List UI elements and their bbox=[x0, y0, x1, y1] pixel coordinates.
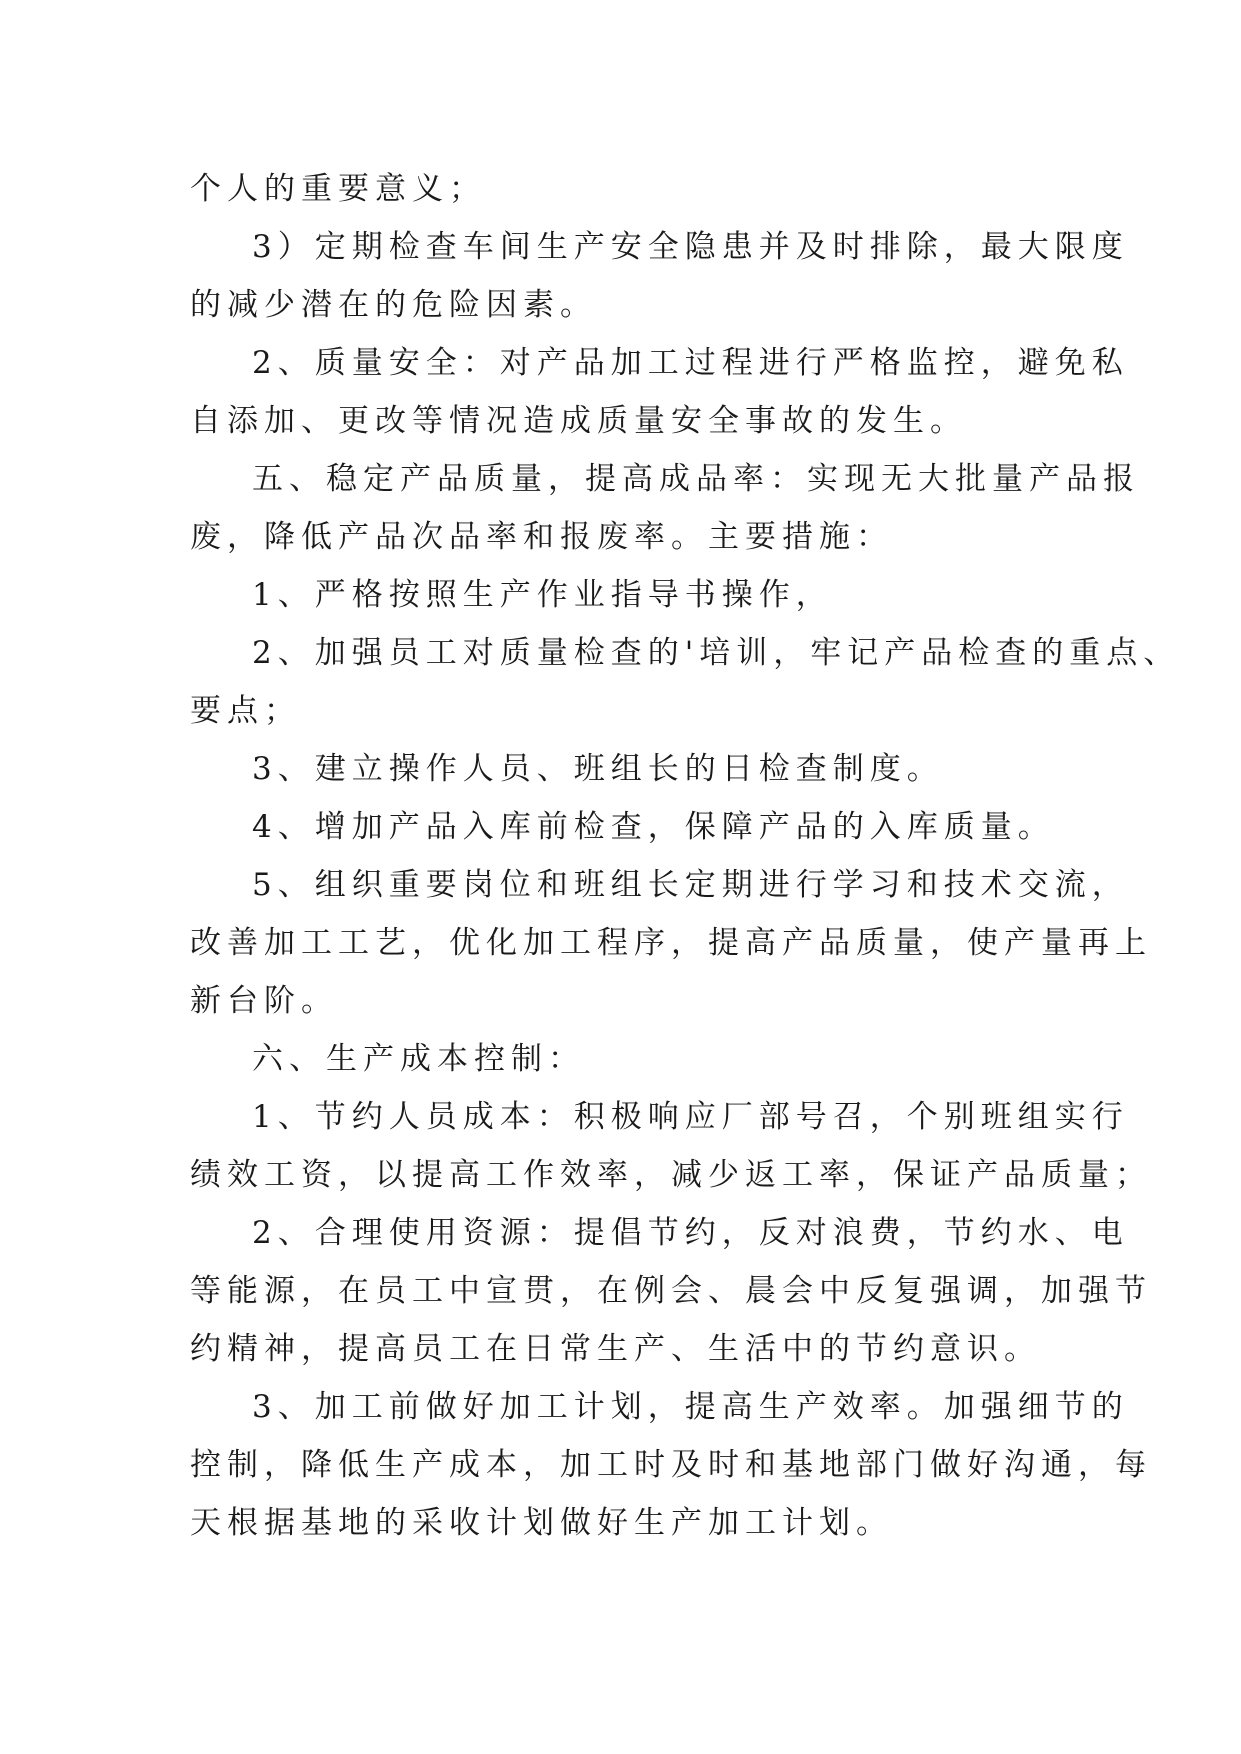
text-line: 天根据基地的采收计划做好生产加工计划。 bbox=[190, 1505, 893, 1541]
text-line: 新台阶。 bbox=[190, 983, 338, 1019]
text-line: 2、合理使用资源：提倡节约，反对浪费，节约水、电 bbox=[252, 1215, 1129, 1251]
text-line: 改善加工工艺，优化加工程序，提高产品质量，使产量再上 bbox=[190, 925, 1152, 961]
text-line: 1、严格按照生产作业指导书操作， bbox=[252, 577, 833, 613]
text-line: 2、加强员工对质量检查的'培训，牢记产品检查的重点、 bbox=[252, 635, 1181, 671]
text-line: 3、建立操作人员、班组长的日检查制度。 bbox=[252, 751, 944, 787]
text-line: 4、增加产品入库前检查，保障产品的入库质量。 bbox=[252, 809, 1055, 845]
text-line: 绩效工资，以提高工作效率，减少返工率，保证产品质量； bbox=[190, 1157, 1152, 1193]
section-heading-six: 六、生产成本控制： bbox=[252, 1041, 585, 1077]
text-line: 个人的重要意义； bbox=[190, 171, 486, 207]
text-line: 2、质量安全：对产品加工过程进行严格监控，避免私 bbox=[252, 345, 1129, 381]
text-line: 等能源，在员工中宣贯，在例会、晨会中反复强调，加强节 bbox=[190, 1273, 1152, 1309]
text-line: 1、节约人员成本：积极响应厂部号召，个别班组实行 bbox=[252, 1099, 1129, 1135]
text-line: 废，降低产品次品率和报废率。主要措施： bbox=[190, 519, 893, 555]
text-line: 3、加工前做好加工计划，提高生产效率。加强细节的 bbox=[252, 1389, 1129, 1425]
section-heading-five: 五、稳定产品质量，提高成品率：实现无大批量产品报 bbox=[252, 461, 1140, 497]
text-line: 3）定期检查车间生产安全隐患并及时排除，最大限度 bbox=[252, 229, 1129, 265]
text-line: 5、组织重要岗位和班组长定期进行学习和技术交流， bbox=[252, 867, 1129, 903]
document-body bbox=[190, 160, 1181, 1552]
text-line: 自添加、更改等情况造成质量安全事故的发生。 bbox=[190, 403, 967, 439]
text-line: 控制，降低生产成本，加工时及时和基地部门做好沟通，每 bbox=[190, 1447, 1152, 1483]
text-line: 约精神，提高员工在日常生产、生活中的节约意识。 bbox=[190, 1331, 1041, 1367]
text-line: 的减少潜在的危险因素。 bbox=[190, 287, 597, 323]
text-line: 要点； bbox=[190, 693, 301, 729]
